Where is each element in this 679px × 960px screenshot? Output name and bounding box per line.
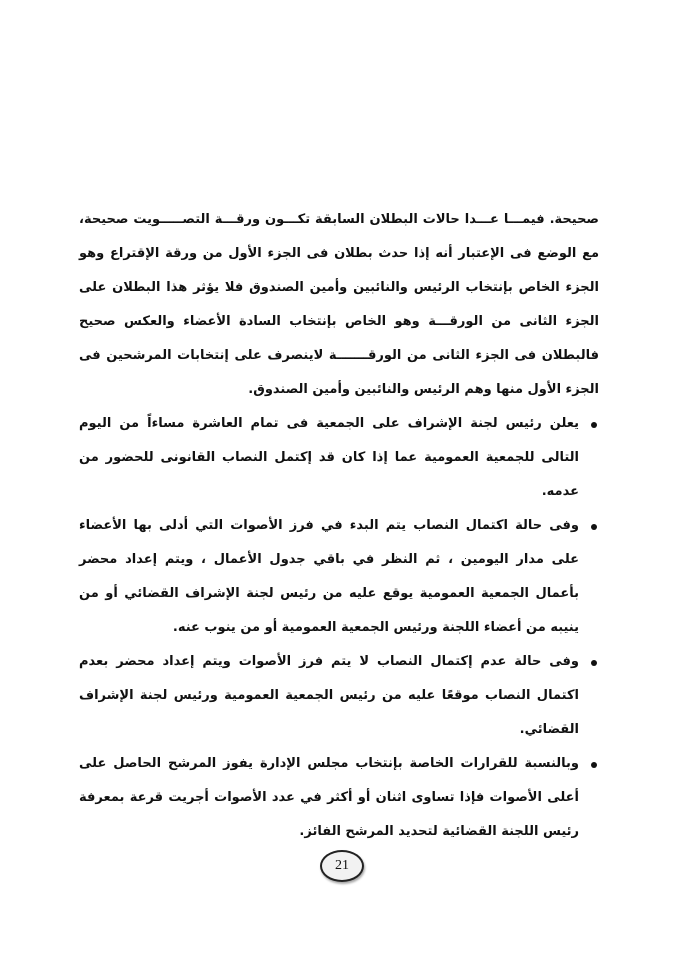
page-content <box>79 203 599 849</box>
bullet-item-1 <box>79 407 599 509</box>
bullet-dot-icon <box>591 524 597 530</box>
bullet-item-2 <box>79 509 599 645</box>
bullet-item-4 <box>79 747 599 849</box>
page-number: 21 <box>320 850 364 882</box>
bullet-dot-icon <box>591 660 597 666</box>
intro-paragraph: صحيحة. فيمـــا عـــدا حالات البطلان السابقة تكـــون ورقـــة التصـــــويت صحيحة، مع الوضع فى الإعتبار أنه إذا حدث بطلان فى الجزء الأول من ورقة الإقتراع وهو الجزء الخاص بإنتخاب الرئيس والنائبين وأمين الصندوق فلا يؤثر هذا البطلان على الجزء الثانى من الورقـــة وهو الخاص بإنتخاب السادة الأعضاء والعكس صحيح فالبطلان فى الجزء الثانى من الورقـــــــة لاينصرف على إنتخابات المرشحين فى الجزء الأول منها وهم الرئيس والنائبين وأمين الصندوق. <box>79 212 599 397</box>
bullet-dot-icon <box>591 422 597 428</box>
bullet-list <box>79 407 599 849</box>
bullet-text: يعلن رئيس لجنة الإشراف على الجمعية فى تمام العاشرة مساءاً من اليوم التالى للجمعية العمومية عما إذا كان قد إكتمل النصاب القانونى للحضور من عدمه. <box>79 416 579 499</box>
bullet-item-3 <box>79 645 599 747</box>
bullet-text: وفى حالة اكتمال النصاب يتم البدء في فرز الأصوات التي أدلى بها الأعضاء على مدار اليومين ، ثم النظر في باقي جدول الأعمال ، ويتم إعداد محضر بأعمال الجمعية العمومية يوقع عليه من رئيس لجنة الإشراف القضائي أو من ينيبه من أعضاء اللجنة ورئيس الجمعية العمومية أو من ينوب عنه. <box>79 518 579 635</box>
bullet-dot-icon <box>591 762 597 768</box>
bullet-text: وبالنسبة للقرارات الخاصة بإنتخاب مجلس الإدارة يفوز المرشح الحاصل على أعلى الأصوات فإذا تساوى اثنان أو أكثر في عدد الأصوات أجريت قرعة بمعرفة رئيس اللجنة القضائية لتحديد المرشح الفائز. <box>79 756 579 839</box>
bullet-text: وفى حالة عدم إكتمال النصاب لا يتم فرز الأصوات ويتم إعداد محضر بعدم اكتمال النصاب موقعًا عليه من رئيس الجمعية العمومية ورئيس لجنة الإشراف القضائي. <box>79 654 579 737</box>
